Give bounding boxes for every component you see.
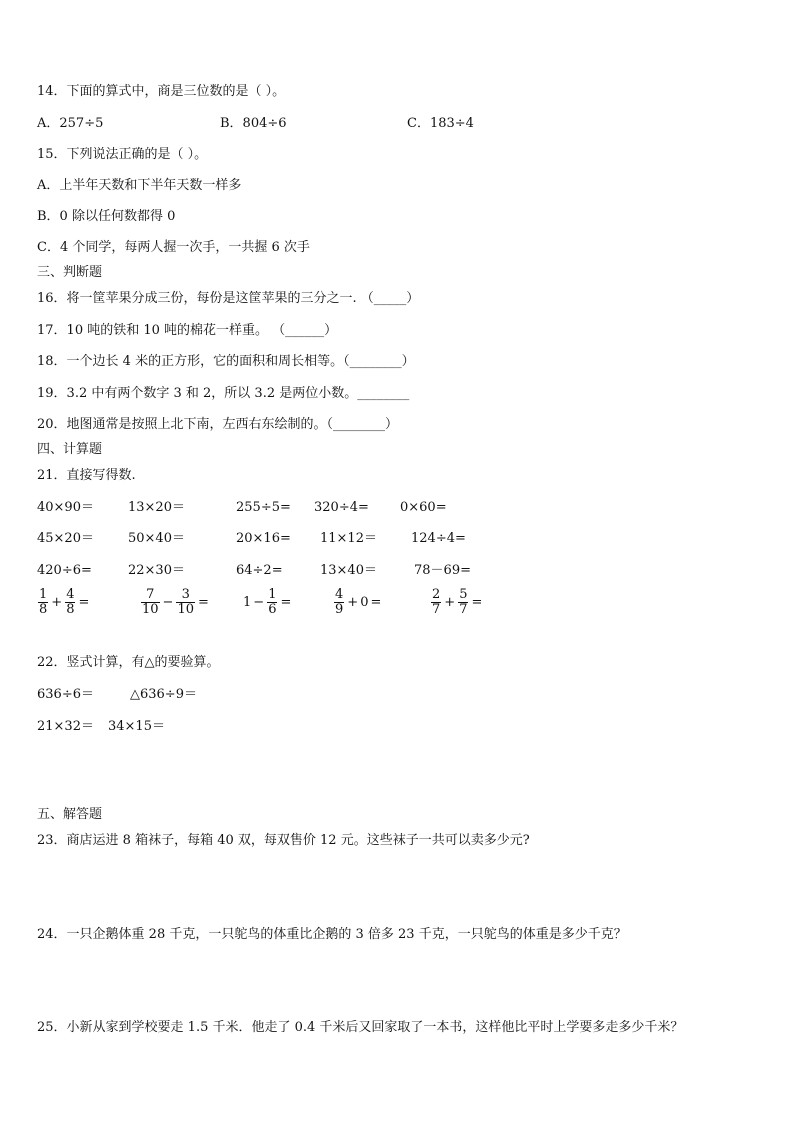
operator: + xyxy=(444,595,456,610)
whole-number: 0 xyxy=(360,595,369,610)
fraction-expression xyxy=(333,588,383,617)
calc-item: 50×40＝ xyxy=(128,531,185,546)
question-21-stem: 21．直接写得数. xyxy=(37,468,136,483)
fraction-numerator: 7 xyxy=(146,587,155,602)
judge-item-16: 16．将一筐苹果分成三份，每份是这筐苹果的三分之一. （_____） xyxy=(37,291,420,306)
fraction-expression xyxy=(140,588,211,617)
judge-item-17: 17．10 吨的铁和 10 吨的棉花一样重。 （______） xyxy=(37,323,338,338)
section-5-heading: 五、解答题 xyxy=(37,807,103,822)
word-problem-24: 24．一只企鹅体重 28 千克，一只鸵鸟的体重比企鹅的 3 倍多 23 千克，一只鸵鸟的体重是多少千克？ xyxy=(37,927,627,942)
judge-item-18: 18．一个边长 4 米的正方形，它的面积和周长相等。（________） xyxy=(37,354,415,369)
question-15-option-b: B．0 除以任何数都得 0 xyxy=(37,209,176,224)
question-15-option-a: A．上半年天数和下半年天数一样多 xyxy=(37,178,242,193)
equals-sign: = xyxy=(471,595,483,610)
calc-item: 78－69= xyxy=(414,563,471,578)
calc-item: 40×90＝ xyxy=(37,500,94,515)
calc-item: 13×40＝ xyxy=(320,563,377,578)
calc-item: 320÷4= xyxy=(314,500,369,515)
column-calc-item: 636÷6＝ xyxy=(37,687,94,702)
fraction-numerator: 3 xyxy=(181,587,190,602)
equals-sign: = xyxy=(280,595,292,610)
fraction-denominator: 7 xyxy=(459,602,468,617)
whole-number: 1 xyxy=(243,595,252,610)
fraction-numerator: 5 xyxy=(459,587,468,602)
question-15-stem: 15．下列说法正确的是（ ）。 xyxy=(37,147,208,162)
calc-item: 255÷5= xyxy=(236,500,291,515)
equals-sign: = xyxy=(198,595,209,610)
fraction-denominator: 6 xyxy=(268,602,277,617)
question-14-option-a: A．257÷5 xyxy=(37,116,104,131)
operator: + xyxy=(347,595,359,610)
calc-item: 20×16= xyxy=(236,531,291,546)
fraction-denominator: 8 xyxy=(39,602,48,617)
equals-sign: = xyxy=(78,595,90,610)
question-14-option-c: C．183÷4 xyxy=(407,116,474,131)
fraction-expression xyxy=(243,588,293,617)
word-problem-23: 23．商店运进 8 箱袜子，每箱 40 双，每双售价 12 元。这些袜子一共可以卖多少元? xyxy=(37,833,530,848)
operator: − xyxy=(162,595,174,610)
calc-item: 13×20＝ xyxy=(128,500,185,515)
question-22-stem: 22．竖式计算，有△的要验算。 xyxy=(37,655,220,670)
judge-item-19: 19．3.2 中有两个数字 3 和 2，所以 3.2 是两位小数。________ xyxy=(37,386,410,401)
judge-item-20: 20．地图通常是按照上北下南，左西右东绘制的。（________） xyxy=(37,417,399,432)
section-4-heading: 四、计算题 xyxy=(37,442,103,457)
fraction-numerator: 1 xyxy=(268,587,277,602)
equals-sign: = xyxy=(370,595,382,610)
fraction-numerator: 1 xyxy=(39,587,48,602)
operator: − xyxy=(253,595,265,610)
calc-item: 11×12＝ xyxy=(320,531,377,546)
fraction-denominator: 10 xyxy=(177,602,194,617)
word-problem-25: 25．小新从家到学校要走 1.5 千米．他走了 0.4 千米后又回家取了一本书，这样他比平时上学要多走多少千米？ xyxy=(37,1020,684,1035)
question-14-stem: 14．下面的算式中，商是三位数的是（ ）。 xyxy=(37,84,286,99)
fraction-numerator: 2 xyxy=(432,587,441,602)
calc-item: 64÷2= xyxy=(236,563,283,578)
fraction-denominator: 8 xyxy=(66,602,75,617)
question-15-option-c: C．4 个同学，每两人握一次手，一共握 6 次手 xyxy=(37,240,310,255)
fraction-denominator: 10 xyxy=(142,602,159,617)
calc-item: 124÷4= xyxy=(411,531,466,546)
calc-item: 420÷6= xyxy=(37,563,92,578)
fraction-expression xyxy=(37,588,91,617)
calc-item: 45×20＝ xyxy=(37,531,94,546)
column-calc-item: △636÷9＝ xyxy=(130,687,197,702)
question-14-option-b: B．804÷6 xyxy=(220,116,287,131)
column-calc-item: 34×15＝ xyxy=(108,719,165,734)
fraction-expression xyxy=(430,588,484,617)
column-calc-item: 21×32＝ xyxy=(37,719,94,734)
fraction-numerator: 4 xyxy=(66,587,75,602)
calc-item: 0×60= xyxy=(400,500,447,515)
fraction-numerator: 4 xyxy=(335,587,344,602)
calc-item: 22×30＝ xyxy=(128,563,185,578)
section-3-heading: 三、判断题 xyxy=(37,265,103,280)
fraction-denominator: 9 xyxy=(335,602,344,617)
operator: + xyxy=(51,595,63,610)
fraction-denominator: 7 xyxy=(432,602,441,617)
